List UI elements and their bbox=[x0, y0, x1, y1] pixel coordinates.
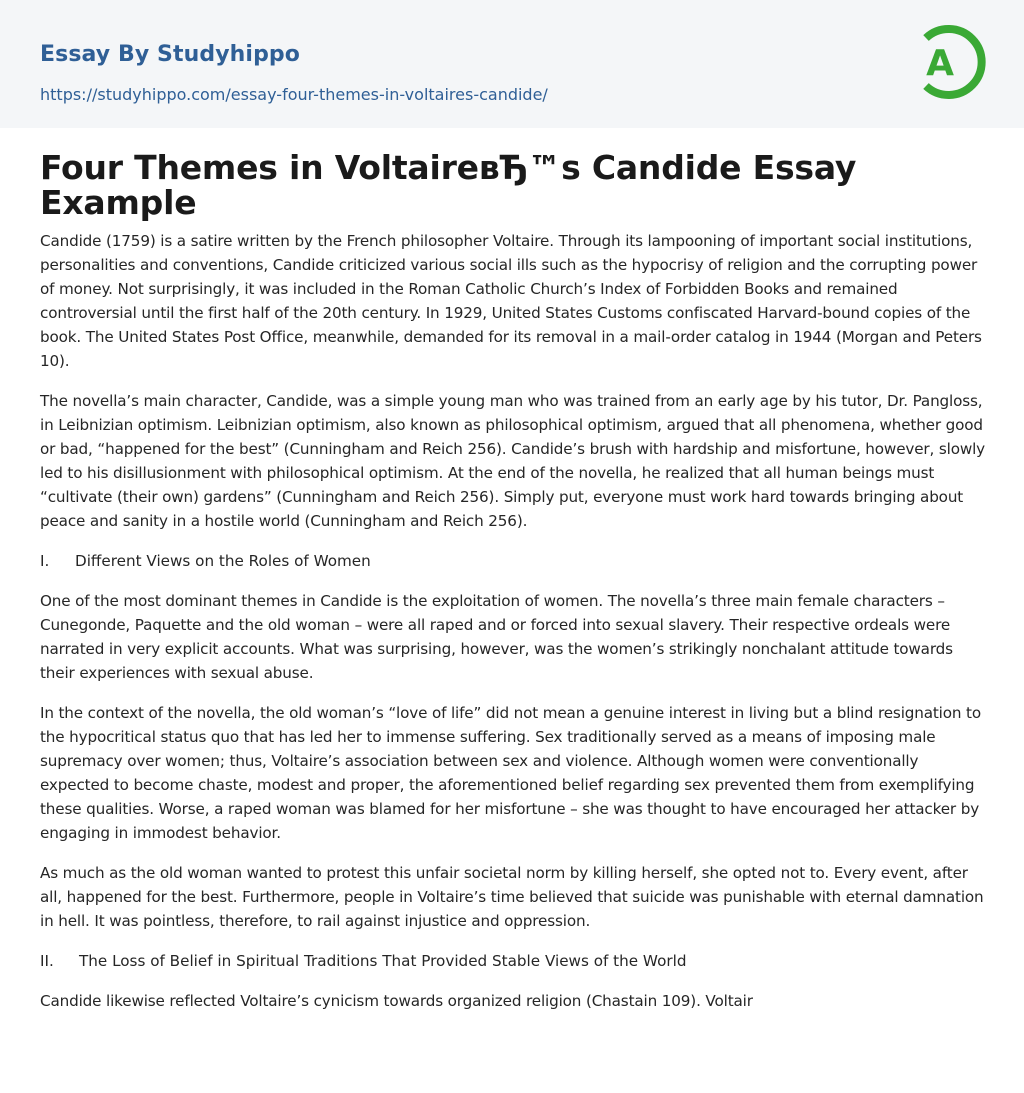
essay-paragraph: As much as the old woman wanted to protest this unfair societal norm by killing herself, she opted not to. Every event, after all, happened for the best. Furthermore, people in Voltaire’s time believed that suicide was punishable with eternal damnation in hell. It was pointless, therefore, to rail against injustice and oppression. bbox=[40, 864, 984, 930]
essay-paragraph: Candide likewise reflected Voltaire’s cynicism towards organized religion (Chastain 109). Voltair bbox=[40, 992, 753, 1010]
site-header bbox=[0, 0, 1024, 128]
essay-url-link[interactable]: https://studyhippo.com/essay-four-themes-in-voltaires-candide/ bbox=[40, 85, 548, 104]
section-title: Different Views on the Roles of Women bbox=[75, 552, 371, 570]
section-number: I. bbox=[40, 552, 50, 570]
essay-title: Four Themes in VoltaireвЂ™s Candide Essay Example bbox=[40, 148, 857, 222]
essay-paragraph: One of the most dominant themes in Candide is the exploitation of women. The novella’s three main female characters – Cunegonde, Paquette and the old woman – were all raped and or forced into sexual slavery. Their respective ordeals were narrated in very explicit accounts. What was surprising, however, was the women’s strikingly nonchalant attitude towards their experiences with sexual abuse. bbox=[40, 592, 953, 682]
section-heading bbox=[40, 949, 990, 973]
logo-letter: A bbox=[926, 43, 954, 84]
section-title: The Loss of Belief in Spiritual Traditions That Provided Stable Views of the World bbox=[79, 952, 687, 970]
studyhippo-logo-icon[interactable] bbox=[912, 19, 986, 105]
essay-paragraph: The novella’s main character, Candide, was a simple young man who was trained from an early age by his tutor, Dr. Pangloss, in Leibnizian optimism. Leibnizian optimism, also known as philosophical optimism, argued that all phenomena, whether good or bad, “happened for the best” (Cunningham and Reich 256). Candide’s brush with hardship and misfortune, however, slowly led to his disillusionment with philosophical optimism. At the end of the novella, he realized that all human beings must “cultivate (their own) gardens” (Cunningham and Reich 256). Simply put, everyone must work hard towards bringing about peace and sanity in a hostile world (Cunningham and Reich 256). bbox=[40, 392, 986, 530]
essay-paragraph: In the context of the novella, the old woman’s “love of life” did not mean a genuine interest in living but a blind resignation to the hypocritical status quo that has led her to immense suffering. Sex traditionally served as a means of imposing male supremacy over women; thus, Voltaire’s association between sex and violence. Although women were conventionally expected to become chaste, modest and proper, the aforementioned belief regarding sex prevented them from exemplifying these qualities. Worse, a raped woman was blamed for her misfortune – she was thought to have encouraged her attacker by engaging in immodest behavior. bbox=[40, 704, 981, 842]
essay-paragraph: Candide (1759) is a satire written by the French philosopher Voltaire. Through its lampooning of important social institutions, personalities and conventions, Candide criticized various social ills such as the hypocrisy of religion and the corrupting power of money. Not surprisingly, it was included in the Roman Catholic Church’s Index of Forbidden Books and remained controversial until the first half of the 20th century. In 1929, United States Customs confiscated Harvard-bound copies of the book. The United States Post Office, meanwhile, demanded for its removal in a mail-order catalog in 1944 (Morgan and Peters 10). bbox=[40, 232, 982, 370]
essay-content bbox=[40, 150, 990, 1029]
section-number: II. bbox=[40, 952, 54, 970]
section-heading bbox=[40, 549, 990, 573]
site-title[interactable]: Essay By Studyhippo bbox=[40, 42, 300, 67]
